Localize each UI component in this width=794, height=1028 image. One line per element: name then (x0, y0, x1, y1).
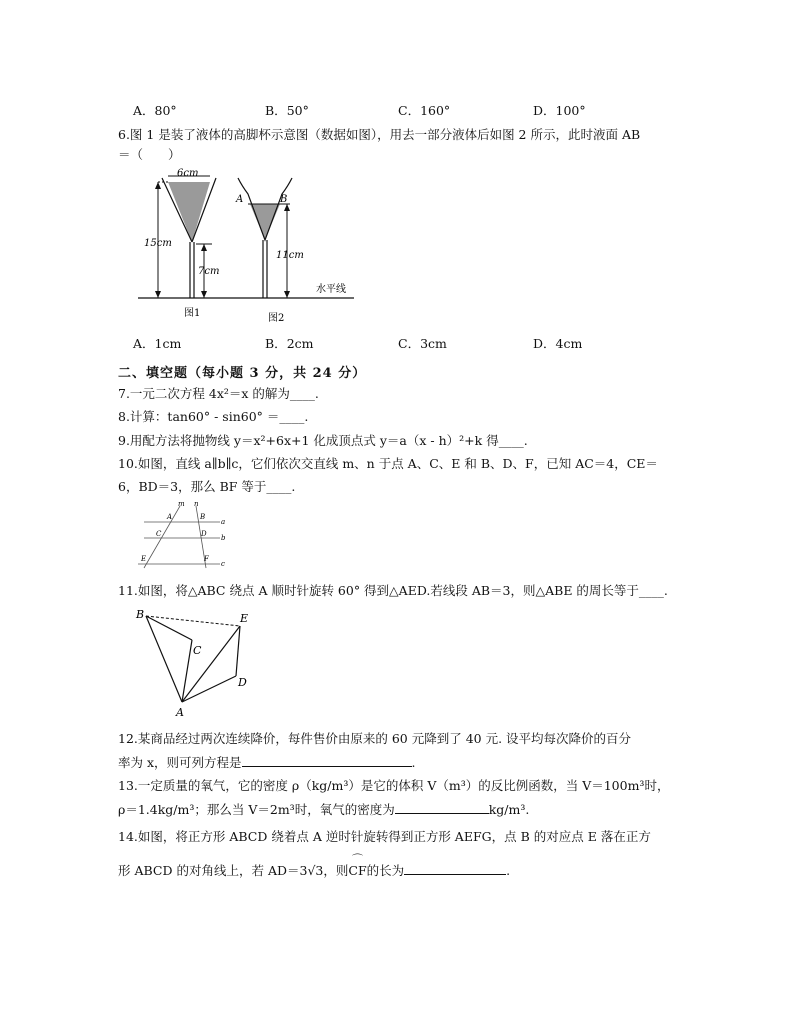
q5-option-c: C．160° (398, 103, 451, 118)
q7-text: 7.一元二次方程 4x²＝x 的解为____. (118, 386, 319, 401)
q11-figure (130, 604, 270, 722)
q6-option-d: D．4cm (533, 336, 583, 351)
q11-text: 11.如图，将△ABC 绕点 A 顺时针旋转 60° 得到△AED.若线段 AB＝3，则△ABE 的周长等于____. (118, 583, 668, 598)
q6-figure (130, 164, 390, 324)
q10-figure (134, 500, 234, 572)
label-A: A (236, 194, 244, 205)
label-c: c (221, 560, 225, 568)
q10-line2: 6，BD＝3，那么 BF 等于____. (118, 479, 296, 494)
label-E: E (240, 612, 249, 625)
section-2-title: 二、填空题（每小题 3 分，共 24 分） (118, 366, 367, 381)
q6-option-c: C．3cm (398, 336, 447, 351)
q13-answer-blank[interactable] (395, 801, 489, 814)
q6-option-a: A．1cm (133, 336, 182, 351)
label-C: C (156, 530, 162, 538)
label-fig2: 图2 (268, 313, 285, 324)
label-A: A (176, 706, 184, 719)
q6-option-b: B．2cm (265, 336, 314, 351)
label-6cm: 6cm (177, 168, 199, 179)
q10-line1: 10.如图，直线 a∥b∥c，它们依次交直线 m、n 于点 A、C、E 和 B、D、F，已知 AC＝4，CE＝ (118, 456, 658, 471)
label-E: E (141, 555, 147, 563)
label-A: A (167, 513, 173, 521)
q14-line1: 14.如图，将正方形 ABCD 绕着点 A 逆时针旋转得到正方形 AEFG，点 B 的对应点 E 落在正方 (118, 829, 651, 844)
label-15cm: 15cm (144, 238, 172, 249)
arc-symbol: ⌒ (352, 853, 363, 866)
q9-text: 9.用配方法将抛物线 y＝x²+6x+1 化成顶点式 y＝a（x - h）²+k 得____. (118, 433, 528, 448)
label-B: B (200, 513, 206, 521)
glass2-liquid (250, 204, 280, 240)
label-B: B (280, 194, 288, 205)
q5-option-a: A．80° (133, 103, 177, 118)
q12-line1: 12.某商品经过两次连续降价，每件售价由原来的 60 元降到了 40 元. 设平均每次降价的百分 (118, 731, 632, 746)
label-D: D (201, 530, 207, 538)
q5-option-b: B．50° (265, 103, 309, 118)
label-water-line: 水平线 (316, 284, 346, 295)
label-B: B (136, 608, 145, 621)
q8-text: 8.计算：tan60° - sin60° ＝____. (118, 409, 309, 424)
label-11cm: 11cm (276, 250, 304, 261)
label-7cm: 7cm (198, 266, 220, 277)
label-D: D (238, 676, 247, 689)
q14-answer-blank[interactable] (404, 862, 506, 875)
label-F: F (204, 555, 209, 563)
label-m: m (178, 500, 185, 508)
q14-arc-cf: ⌒ CF (348, 853, 367, 878)
q5-option-d: D．100° (533, 103, 586, 118)
q6-stem-line2: ＝（ ） (118, 147, 181, 162)
label-b: b (221, 534, 226, 542)
q12-answer-blank[interactable] (242, 754, 412, 767)
label-C: C (193, 644, 202, 657)
label-a: a (221, 518, 226, 526)
label-fig1: 图1 (184, 308, 201, 319)
q14-line2: 形 ABCD 的对角线上，若 AD＝3√3，则 ⌒ CF的长为 . (118, 853, 511, 878)
q13-line2: ρ＝1.4kg/m³；那么当 V＝2m³时，氧气的密度为 kg/m³. (118, 802, 530, 817)
q13-line1: 13.一定质量的氧气，它的密度 ρ（kg/m³）是它的体积 V（m³）的反比例函数，当 V＝100m³时， (118, 778, 670, 793)
q6-stem-line1: 6.图 1 是装了液体的高脚杯示意图（数据如图），用去一部分液体后如图 2 所示，此时液面 AB (118, 127, 641, 142)
q12-line2: 率为 x，则可列方程是 . (118, 755, 416, 770)
label-n: n (194, 500, 199, 508)
